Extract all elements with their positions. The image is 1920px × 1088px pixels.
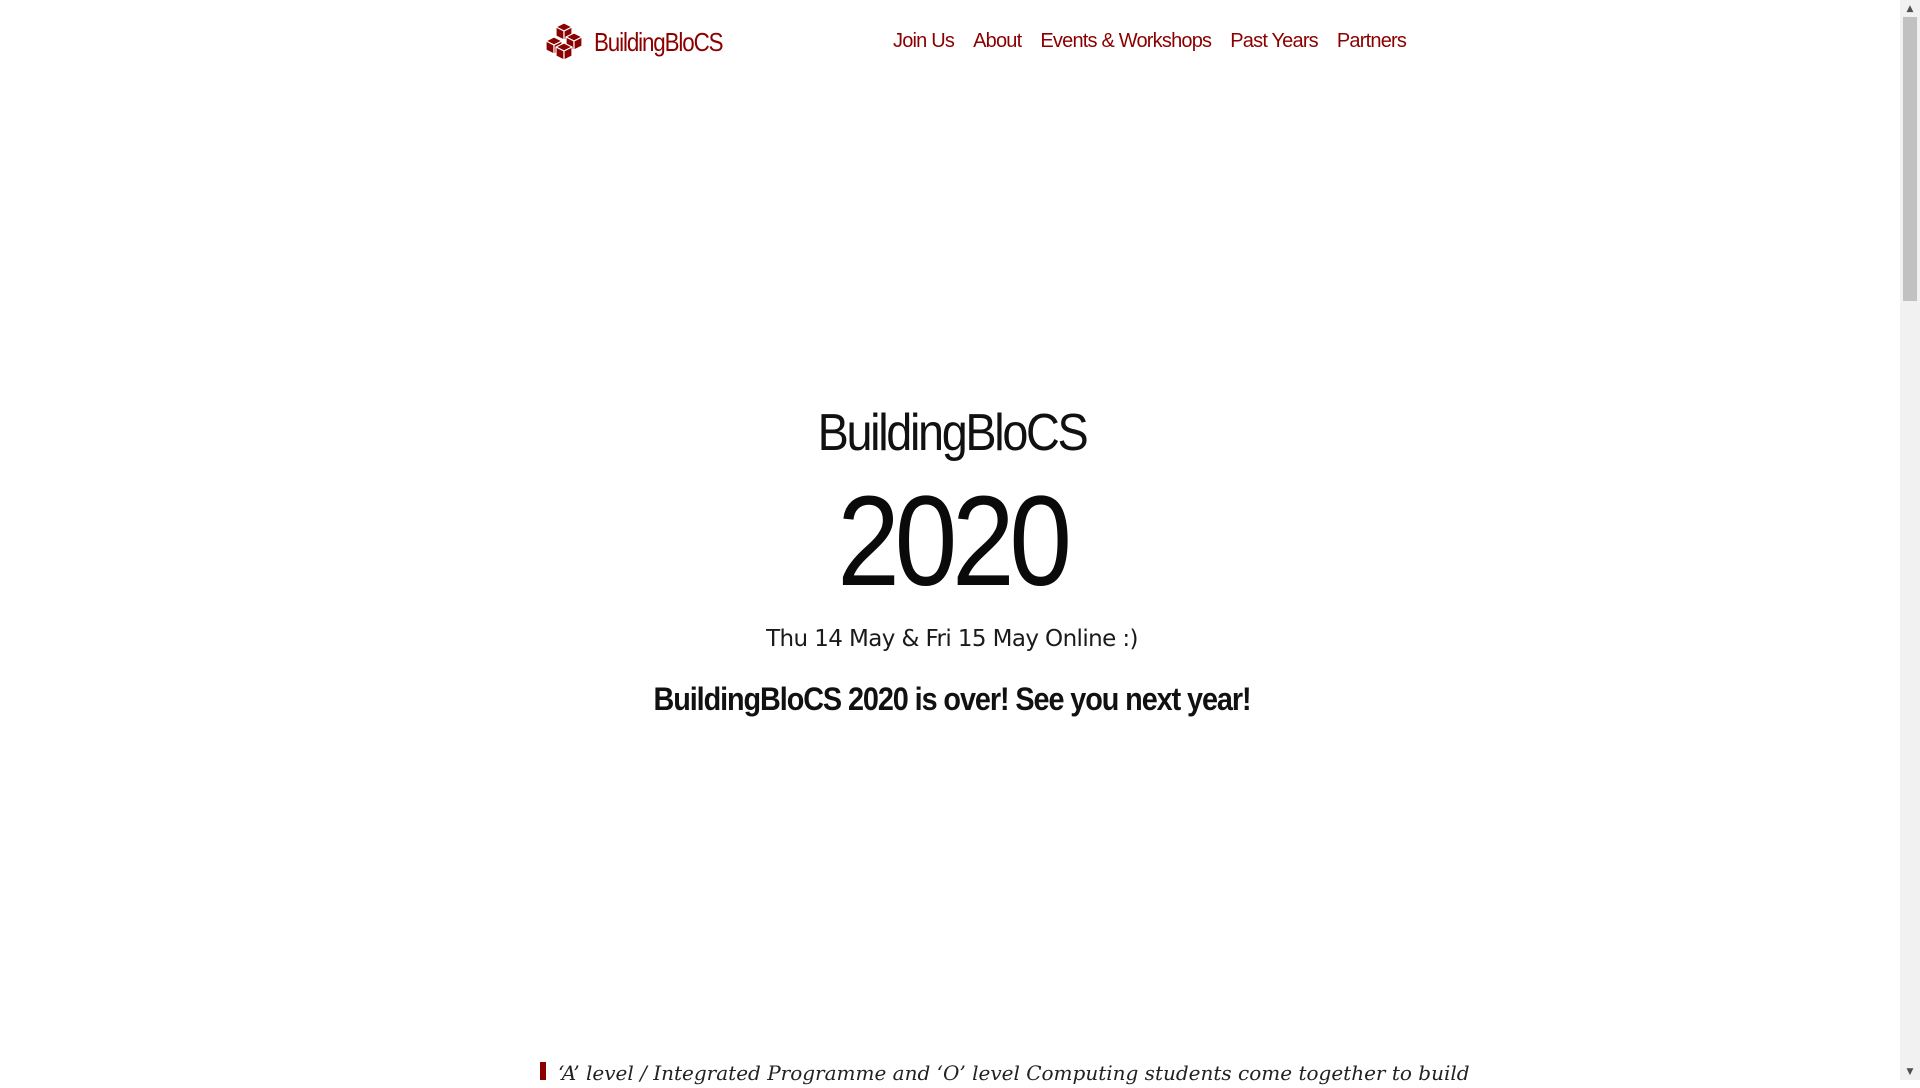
- main-nav: [893, 30, 1406, 53]
- scrollbar-thumb[interactable]: [1903, 17, 1917, 301]
- nav-item-partners: [1337, 30, 1406, 53]
- hero-year: 2020: [837, 470, 1067, 613]
- scroll-down-arrow-icon[interactable]: ▼: [1906, 1066, 1914, 1077]
- intro-quote-text: ‘A’ level / Integrated Programme and ‘O’ level Computing students come together to build: [558, 1061, 1470, 1085]
- page-scrollbar[interactable]: [1900, 0, 1920, 1080]
- site-header: [0, 0, 1900, 90]
- event-status-message: BuildingBloCS 2020 is over! See you next year!: [653, 681, 1251, 717]
- nav-item-about: [973, 30, 1021, 53]
- stacked-blocks-icon: [542, 20, 586, 64]
- nav-link-events-workshops[interactable]: Events & Workshops: [1040, 30, 1212, 52]
- nav-link-partners[interactable]: Partners: [1336, 30, 1407, 52]
- intro-quote: [540, 1061, 1470, 1085]
- event-date: Thu 14 May & Fri 15 May Online :): [766, 626, 1138, 652]
- scroll-up-arrow-icon[interactable]: ▲: [1906, 3, 1914, 14]
- nav-item-join-us: [893, 30, 954, 53]
- nav-link-past-years[interactable]: Past Years: [1230, 30, 1318, 52]
- nav-link-join-us[interactable]: Join Us: [893, 30, 955, 52]
- hero-section: [0, 400, 1904, 720]
- nav-link-about[interactable]: About: [973, 30, 1022, 52]
- nav-item-past-years: [1230, 30, 1318, 53]
- nav-item-events-workshops: [1040, 30, 1211, 53]
- brand-home-link[interactable]: [542, 20, 743, 64]
- hero-title: BuildingBloCS: [817, 404, 1087, 462]
- brand-name: BuildingBloCS: [594, 26, 723, 57]
